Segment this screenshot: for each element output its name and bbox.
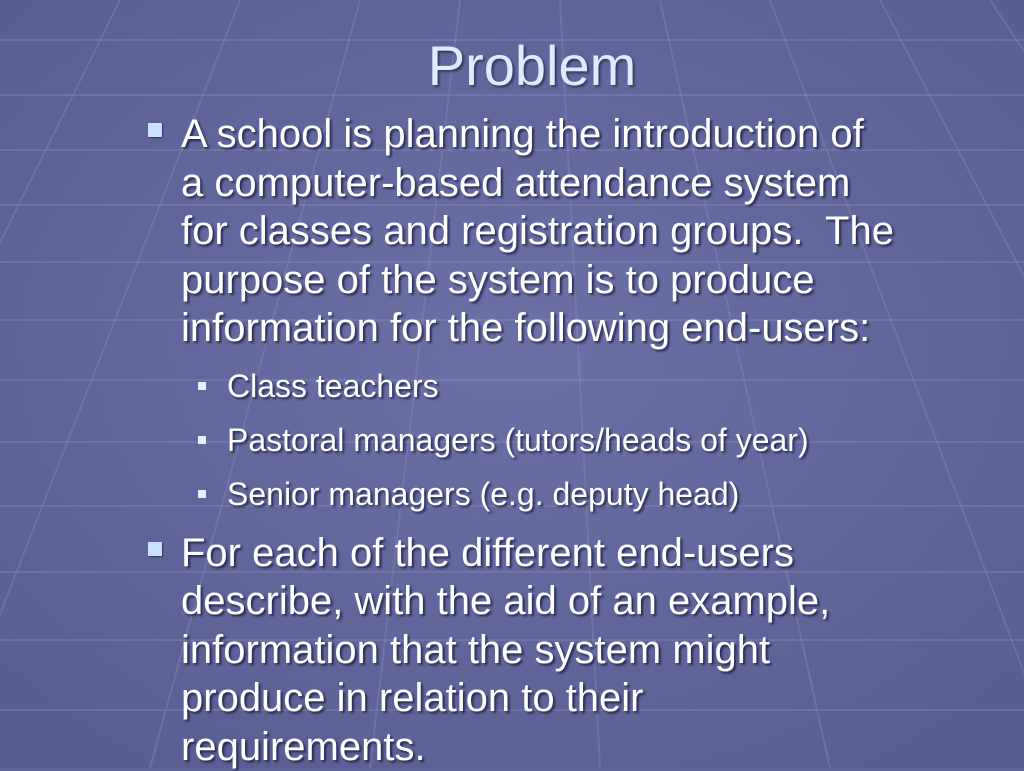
bullet-text-line: for classes and registration groups. The (181, 207, 1016, 256)
slide-title: Problem (0, 30, 1024, 102)
sub-bullet-item (192, 413, 1016, 467)
bullet-text-line: purpose of the system is to produce (181, 256, 1016, 305)
sub-bullet-list (146, 359, 1016, 521)
bullet-item-1 (146, 110, 1016, 353)
square-bullet-icon (148, 123, 162, 137)
bullet-text-line: describe, with the aid of an example, (181, 577, 1016, 626)
bullet-text-line: For each of the different end-users (181, 529, 1016, 578)
sub-bullet-item (192, 467, 1016, 521)
small-square-bullet-icon (198, 382, 206, 390)
bullet-text-line: a computer-based attendance system (181, 159, 1016, 208)
bullet-text-line: A school is planning the introduction of (181, 110, 1016, 159)
bullet-text-line: requirements. (181, 723, 1016, 771)
bullet-text-line: information for the following end-users: (181, 304, 1016, 353)
bullet-text-line: produce in relation to their (181, 674, 1016, 723)
sub-bullet-text: Pastoral managers (tutors/heads of year) (227, 422, 809, 458)
square-bullet-icon (148, 542, 162, 556)
bullet-text-line: information that the system might (181, 626, 1016, 675)
sub-bullet-item (192, 359, 1016, 413)
small-square-bullet-icon (198, 436, 206, 444)
small-square-bullet-icon (198, 490, 206, 498)
slide-body (146, 110, 1016, 771)
sub-bullet-text: Senior managers (e.g. deputy head) (227, 476, 739, 512)
bullet-item-2 (146, 529, 1016, 771)
sub-bullet-text: Class teachers (227, 368, 439, 404)
